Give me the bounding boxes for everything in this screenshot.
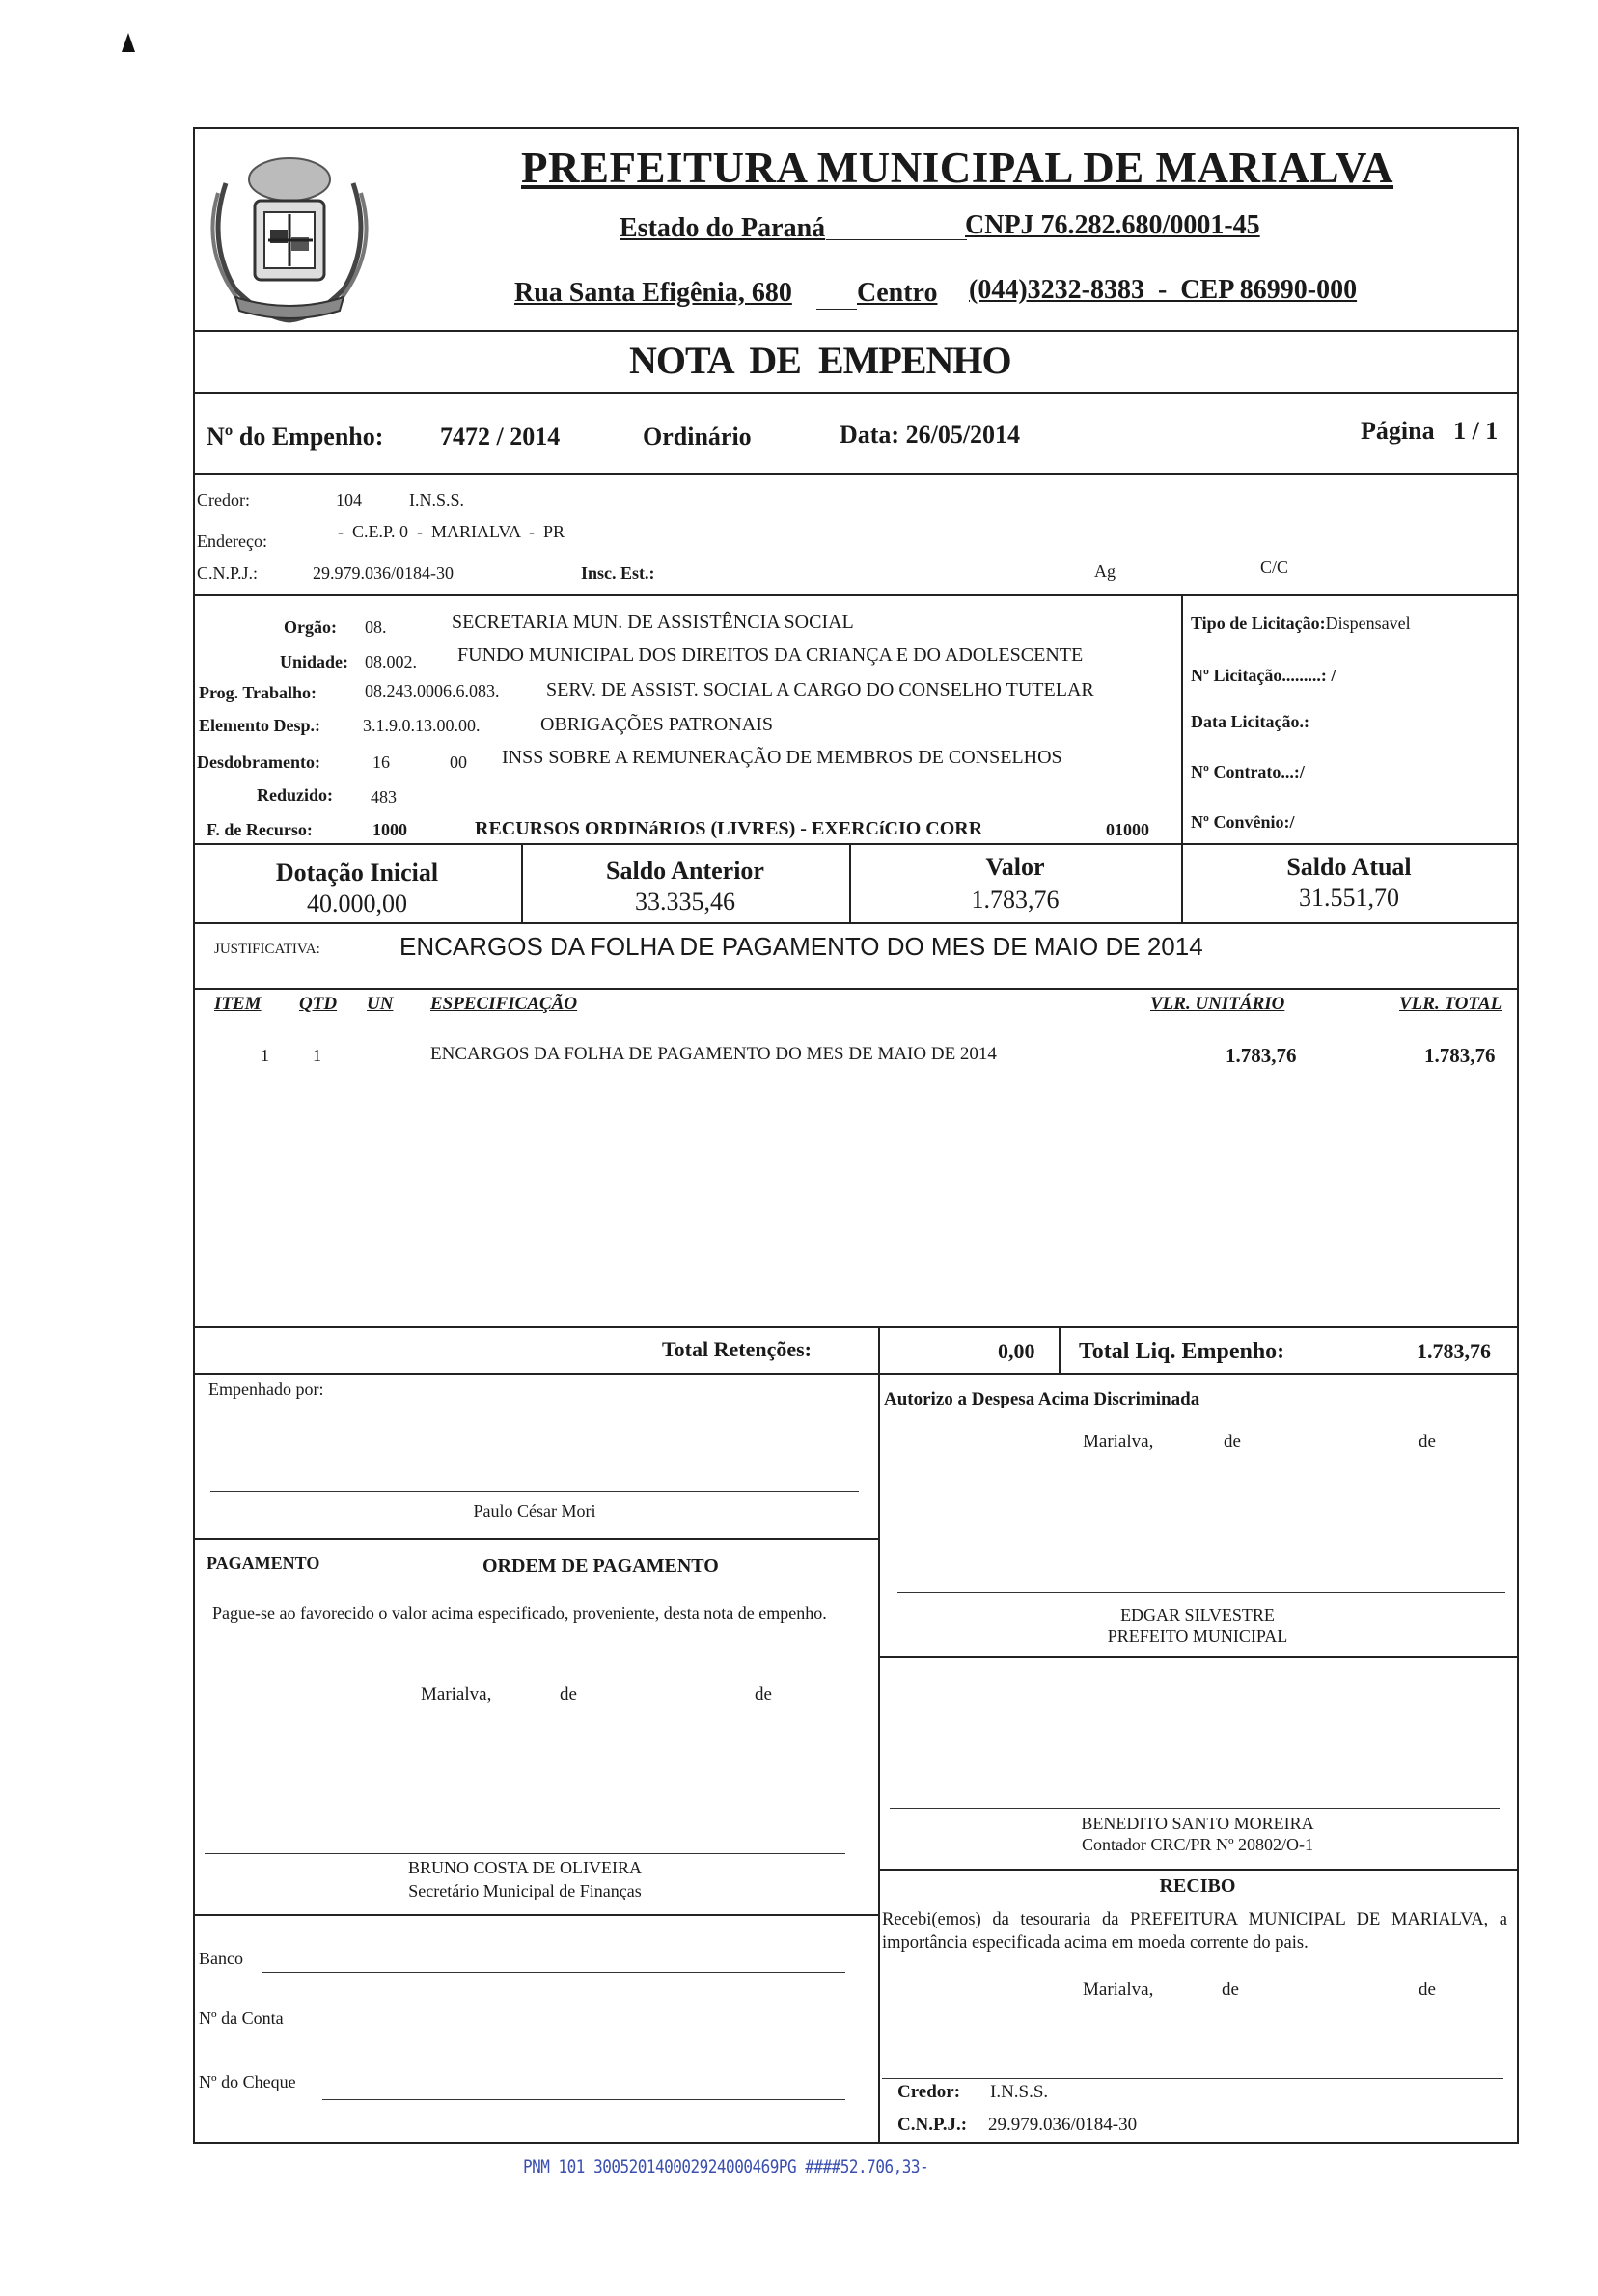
item-row-number: 1 [261,1046,269,1065]
ordem-pagamento-label: ORDEM DE PAGAMENTO [482,1555,719,1576]
corner-mark [122,33,135,52]
justificativa-text: ENCARGOS DA FOLHA DE PAGAMENTO DO MES DE MAIO DE 2014 [400,932,1203,961]
header-title: PREFEITURA MUNICIPAL DE MARIALVA [521,144,1394,192]
cheque-field[interactable] [322,2099,845,2100]
numero-licitacao: Nº Licitação.........: / [1191,666,1336,685]
header-cnpj: CNPJ 76.282.680/0001-45 [965,210,1260,240]
col-header-vlr-unitario: VLR. UNITÁRIO [1150,994,1285,1014]
recurso-code: 1000 [372,820,407,839]
conta-label: Nº da Conta [199,2009,284,2028]
recibo-credor-value: I.N.S.S. [990,2082,1049,2102]
empenho-date: Data: 26/05/2014 [840,421,1021,449]
pagamento-de2: de [755,1684,772,1705]
banco-label: Banco [199,1949,243,1968]
document-title: NOTA DE EMPENHO [629,339,1011,382]
desdobramento-code2: 00 [450,752,467,772]
secretario-role: Secretário Municipal de Finanças [408,1881,642,1900]
empenhado-label: Empenhado por: [208,1380,324,1399]
recurso-name: RECURSOS ORDINáRIOS (LIVRES) - EXERCíCIO CORR [475,818,983,839]
prog-trabalho-code: 08.243.0006.6.083. [365,681,500,700]
desdobramento-label: Desdobramento: [197,752,320,772]
frame-top [193,127,1519,129]
item-row-unit-value: 1.783,76 [1226,1044,1297,1067]
dotacao-value: 40.000,00 [307,889,407,917]
tipo-licitacao-value: Dispensavel [1325,614,1411,633]
justificativa-label: JUSTIFICATIVA: [214,942,320,957]
credor-address: - C.E.P. 0 - MARIALVA - PR [338,522,565,541]
desdobramento-name: INSS SOBRE A REMUNERAÇÃO DE MEMBROS DE CONSELHOS [502,747,1062,768]
header-phone-cep: (044)3232-8383 - CEP 86990-000 [969,275,1358,305]
tipo-licitacao-label: Tipo de Licitação: [1191,614,1326,633]
recibo-title: RECIBO [1159,1875,1236,1897]
coat-of-arms-logo [197,145,382,328]
orgao-label: Orgão: [284,617,337,637]
prefeito-role: PREFEITO MUNICIPAL [1107,1626,1288,1646]
valor-label: Valor [985,853,1045,881]
prog-trabalho-label: Prog. Trabalho: [199,683,317,702]
saldo-anterior-label: Saldo Anterior [606,857,764,885]
dotacao-label: Dotação Inicial [275,859,439,887]
reduzido-value: 483 [371,787,397,806]
col-header-item: ITEM [214,994,262,1014]
cc-label: C/C [1260,558,1289,577]
elemento-name: OBRIGAÇÕES PATRONAIS [540,714,773,735]
empenho-number-label: Nº do Empenho: [207,423,384,451]
credor-cnpj: 29.979.036/0184-30 [313,563,454,583]
retencoes-value: 0,00 [998,1339,1035,1363]
tipo-licitacao [1191,614,1411,634]
orgao-name: SECRETARIA MUN. DE ASSISTÊNCIA SOCIAL [452,612,854,633]
header-address: Rua Santa Efigênia, 680 [514,278,792,308]
orgao-code: 08. [365,617,387,637]
frame-right [1517,127,1519,2144]
pagamento-de1: de [560,1684,577,1705]
pagamento-city: Marialva, [421,1684,492,1705]
unidade-name: FUNDO MUNICIPAL DOS DIREITOS DA CRIANÇA E DO ADOLESCENTE [457,644,1084,666]
col-header-vlr-total: VLR. TOTAL [1399,994,1502,1014]
numero-contrato: Nº Contrato...:/ [1191,762,1305,781]
banco-field[interactable] [262,1972,845,1973]
pagamento-text: Pague-se ao favorecido o valor acima especificado, proveniente, desta nota de empenho. [212,1603,827,1623]
elemento-label: Elemento Desp.: [199,716,320,735]
cheque-label: Nº do Cheque [199,2072,296,2091]
elemento-code: 3.1.9.0.13.00.00. [363,716,481,735]
prog-trabalho-name: SERV. DE ASSIST. SOCIAL A CARGO DO CONSELHO TUTELAR [546,679,1094,700]
empenho-number: 7472 / 2014 [440,423,561,451]
saldo-atual-value: 31.551,70 [1299,884,1399,912]
page-indicator: Página 1 / 1 [1361,417,1499,445]
prefeito-name: EDGAR SILVESTRE [1120,1605,1275,1625]
credor-address-label: Endereço: [197,532,267,551]
item-row-spec: ENCARGOS DA FOLHA DE PAGAMENTO DO MES DE MAIO DE 2014 [430,1044,997,1064]
numero-convenio: Nº Convênio:/ [1191,812,1295,832]
recibo-cnpj-label: C.N.P.J.: [897,2115,968,2135]
autorizo-city: Marialva, [1083,1432,1154,1452]
liquido-value: 1.783,76 [1417,1339,1491,1363]
liquido-label: Total Liq. Empenho: [1079,1339,1285,1364]
item-row-total-value: 1.783,76 [1424,1044,1496,1067]
credor-label: Credor: [197,490,250,509]
recibo-credor-label: Credor: [897,2082,961,2102]
recibo-city: Marialva, [1083,1980,1154,2000]
autorizo-label: Autorizo a Despesa Acima Discriminada [884,1389,1200,1409]
reduzido-label: Reduzido: [257,785,334,805]
header-district: Centro [857,278,938,308]
col-header-especificacao: ESPECIFICAÇÃO [430,994,578,1014]
frame-bottom [193,2142,1519,2144]
retencoes-label: Total Retenções: [662,1337,812,1361]
recibo-de1: de [1222,1980,1239,2000]
frame-left [193,127,195,2144]
contador-name: BENEDITO SANTO MOREIRA [1081,1814,1314,1833]
recurso-label: F. de Recurso: [207,820,313,839]
insc-est-label: Insc. Est.: [581,563,655,583]
empenho-type: Ordinário [643,423,752,451]
header-state: Estado do Paraná [620,213,826,243]
autorizo-de1: de [1224,1432,1241,1452]
saldo-anterior-value: 33.335,46 [635,888,735,916]
recibo-de2: de [1419,1980,1436,2000]
unidade-label: Unidade: [280,652,349,671]
saldo-atual-label: Saldo Atual [1286,853,1412,881]
pagamento-label: PAGAMENTO [207,1553,320,1572]
data-licitacao: Data Licitação.: [1191,712,1309,731]
item-row-qtd: 1 [313,1046,321,1065]
col-header-qtd: QTD [299,994,338,1014]
empenhado-name: Paulo César Mori [473,1501,596,1520]
recurso-code2: 01000 [1106,820,1149,839]
unidade-code: 08.002. [365,652,417,671]
ag-label: Ag [1094,561,1116,581]
secretario-name: BRUNO COSTA DE OLIVEIRA [407,1858,643,1877]
col-header-un: UN [367,994,394,1014]
credor-name: I.N.S.S. [409,490,465,509]
authentication-stamp: PNM 101 3005201400029240004​69PG ####52.706,33- [523,2155,929,2177]
credor-cnpj-label: C.N.P.J.: [197,563,259,583]
autorizo-de2: de [1419,1432,1436,1452]
recibo-cnpj-value: 29.979.036/0184-30 [988,2115,1138,2135]
recibo-text: Recebi(emos) da tesouraria da PREFEITURA MUNICIPAL DE MARIALVA, a importância especificada acima em moeda corrente do pais. [882,1910,1507,1953]
credor-code: 104 [336,490,362,509]
desdobramento-code1: 16 [372,752,390,772]
contador-role: Contador CRC/PR Nº 20802/O-1 [1081,1835,1314,1854]
valor-value: 1.783,76 [971,886,1060,914]
